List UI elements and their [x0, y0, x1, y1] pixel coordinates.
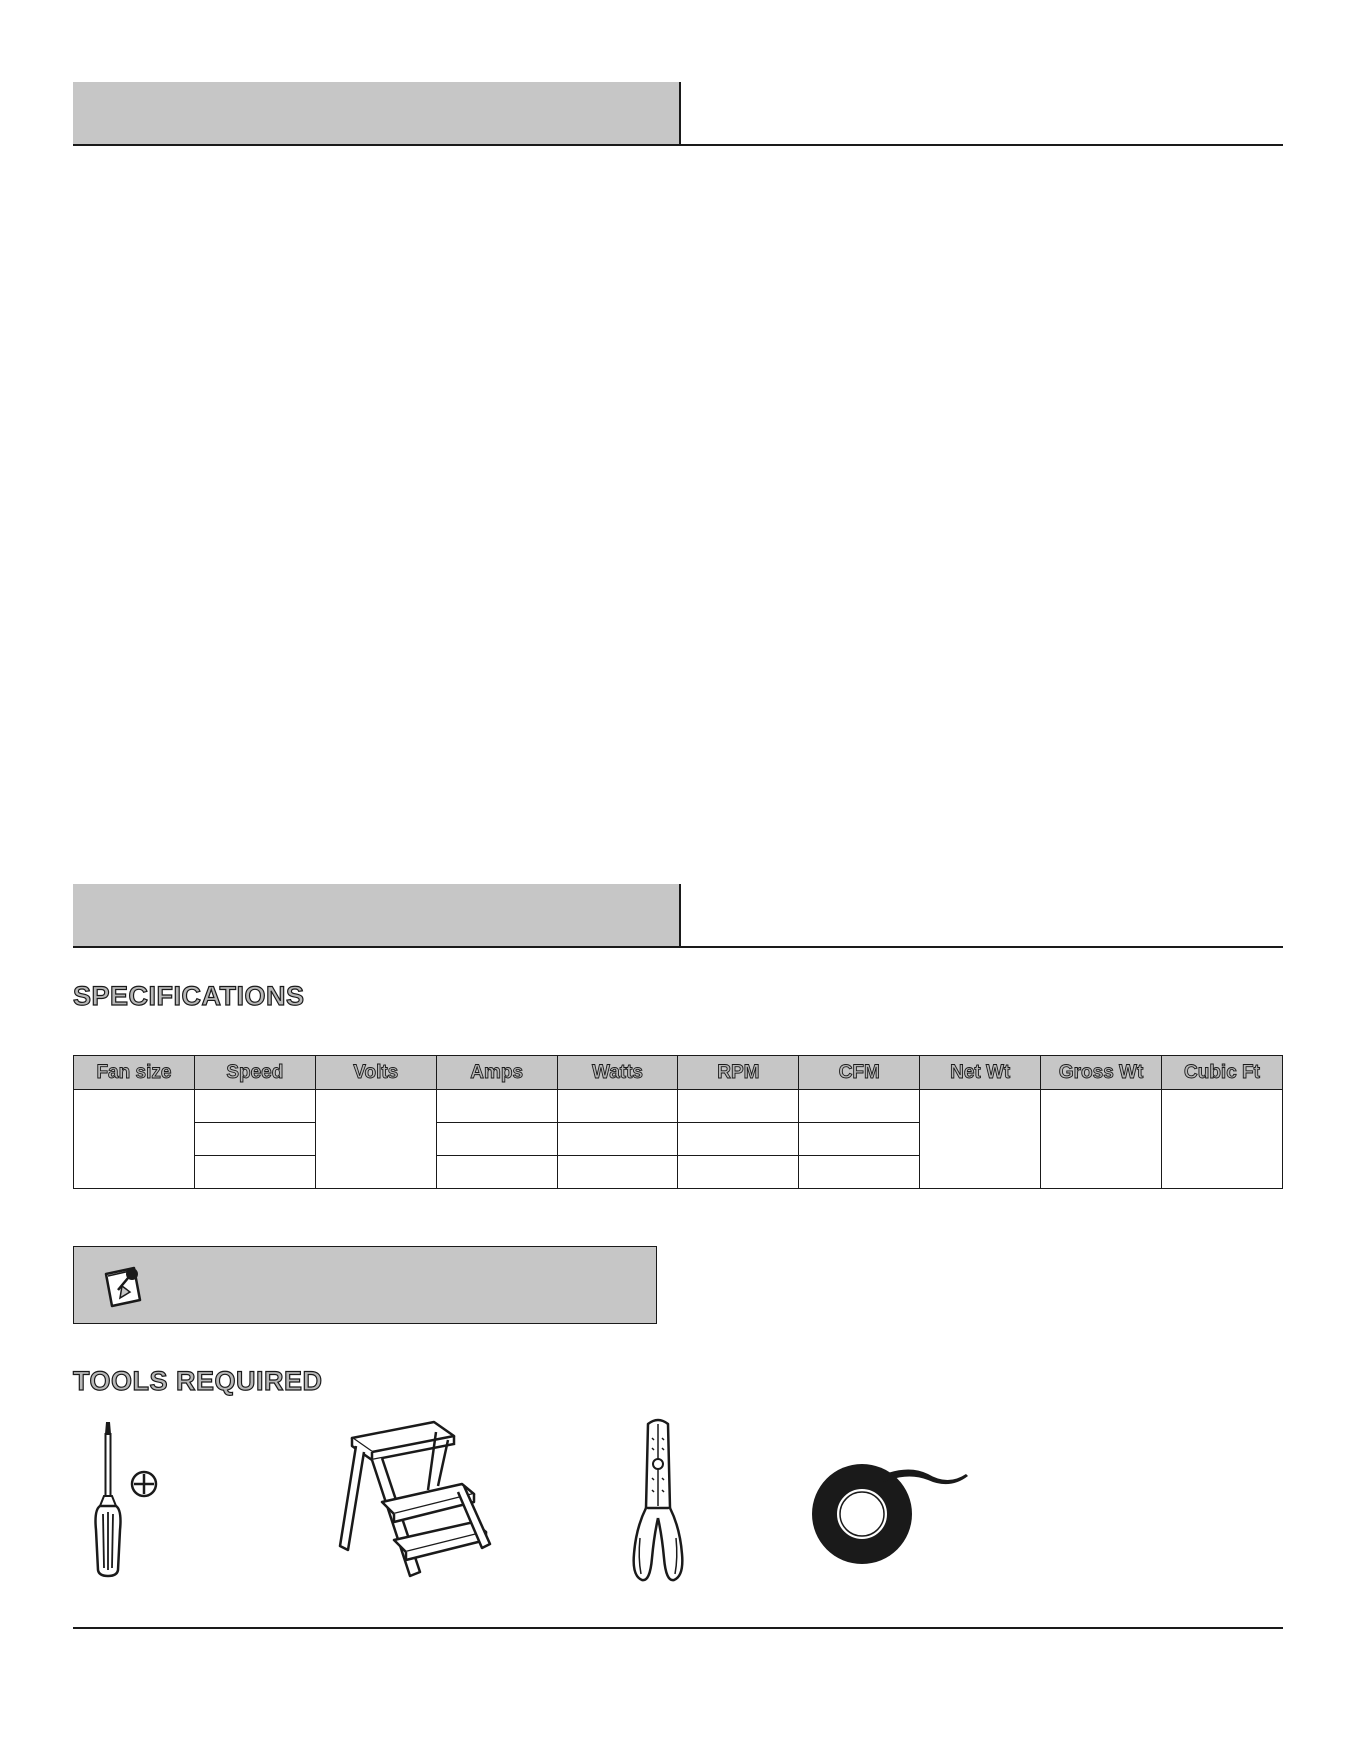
cell-fan-size	[74, 1090, 195, 1189]
col-volts: Volts	[315, 1056, 436, 1090]
note-pushpin-icon	[100, 1260, 148, 1310]
cell-speed	[194, 1090, 315, 1123]
cell-rpm	[678, 1123, 799, 1156]
cell-amps	[436, 1156, 557, 1189]
section-banner-top	[73, 82, 1283, 146]
note-box	[73, 1246, 657, 1324]
step-ladder-icon	[336, 1418, 496, 1584]
banner-shade	[73, 884, 681, 948]
col-gross-wt: Gross Wt	[1041, 1056, 1162, 1090]
electrical-tape-icon	[808, 1462, 978, 1566]
table-header-row	[74, 1056, 1283, 1090]
banner-rule	[73, 144, 1283, 146]
cell-cfm	[799, 1123, 920, 1156]
section-banner-product-info	[73, 884, 1283, 948]
cell-volts	[315, 1090, 436, 1189]
table-row	[74, 1090, 1283, 1123]
specifications-heading: SPECIFICATIONS	[73, 981, 305, 1011]
cell-cfm	[799, 1156, 920, 1189]
cell-rpm	[678, 1090, 799, 1123]
specifications-table	[73, 1055, 1283, 1189]
col-amps: Amps	[436, 1056, 557, 1090]
cell-cfm	[799, 1090, 920, 1123]
cell-watts	[557, 1156, 678, 1189]
cell-amps	[436, 1123, 557, 1156]
cell-watts	[557, 1090, 678, 1123]
cell-net-wt	[920, 1090, 1041, 1189]
tools-required-heading: TOOLS REQUIRED	[73, 1366, 323, 1396]
cell-rpm	[678, 1156, 799, 1189]
cell-watts	[557, 1123, 678, 1156]
cell-speed	[194, 1156, 315, 1189]
cell-cubic-ft	[1162, 1090, 1283, 1189]
cell-gross-wt	[1041, 1090, 1162, 1189]
col-cfm: CFM	[799, 1056, 920, 1090]
banner-shade	[73, 82, 681, 146]
col-net-wt: Net Wt	[920, 1056, 1041, 1090]
col-watts: Watts	[557, 1056, 678, 1090]
phillips-screwdriver-icon	[86, 1420, 166, 1580]
col-rpm: RPM	[678, 1056, 799, 1090]
footer-rule	[73, 1627, 1283, 1629]
col-speed: Speed	[194, 1056, 315, 1090]
col-cubic-ft: Cubic Ft	[1162, 1056, 1283, 1090]
wire-stripper-icon	[624, 1418, 694, 1584]
col-fan-size: Fan size	[74, 1056, 195, 1090]
banner-rule	[73, 946, 1283, 948]
cell-amps	[436, 1090, 557, 1123]
cell-speed	[194, 1123, 315, 1156]
